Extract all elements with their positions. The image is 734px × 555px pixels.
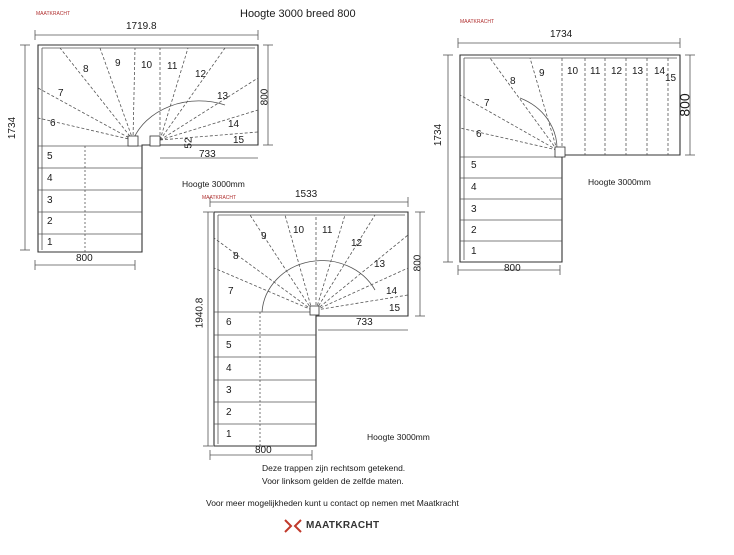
drawing-b-height-dim: 1734 bbox=[433, 123, 445, 147]
drawing-b-step-7: 7 bbox=[484, 98, 490, 109]
drawing-a-step-13: 13 bbox=[217, 91, 229, 102]
drawing-c-step-8: 8 bbox=[233, 251, 239, 262]
note-line-2: Voor linksom gelden de zelfde maten. bbox=[262, 476, 404, 486]
drawing-b-step-1: 1 bbox=[471, 246, 477, 257]
drawing-c-step-11: 11 bbox=[322, 225, 333, 236]
drawing-b-step-8: 8 bbox=[510, 76, 516, 87]
drawing-c-step-10: 10 bbox=[293, 225, 305, 236]
drawing-b-step-3: 3 bbox=[471, 204, 477, 215]
drawing-a-step-8: 8 bbox=[83, 64, 89, 75]
drawing-c-landing-dim: 800 bbox=[412, 254, 424, 272]
drawing-b-step-4: 4 bbox=[471, 182, 477, 193]
drawing-a-step-9: 9 bbox=[115, 58, 121, 69]
drawing-c bbox=[203, 197, 425, 460]
drawing-c-width-dim: 1533 bbox=[295, 189, 318, 200]
drawing-b-bottom-dim: 800 bbox=[504, 263, 521, 274]
drawing-a-landing-dim: 800 bbox=[259, 88, 271, 106]
drawing-b-step-15: 15 bbox=[665, 73, 677, 84]
drawing-a-step-14: 14 bbox=[228, 119, 240, 130]
drawing-a-step-6: 6 bbox=[50, 118, 56, 129]
brand-logo-text: MAATKRACHT bbox=[306, 520, 380, 531]
drawing-a-step-11: 11 bbox=[167, 61, 178, 72]
drawing-b-step-14: 14 bbox=[654, 66, 666, 77]
drawing-b-mini-logo: MAATKRACHT bbox=[460, 19, 495, 25]
drawing-c-step-2: 2 bbox=[226, 407, 232, 418]
drawing-a-width-dim: 1719.8 bbox=[126, 21, 157, 32]
drawing-c-height-dim: 1940.8 bbox=[194, 297, 206, 329]
drawing-c-step-1: 1 bbox=[226, 429, 232, 440]
drawing-a-step-10: 10 bbox=[141, 60, 153, 71]
drawing-b-step-6: 6 bbox=[476, 129, 482, 140]
drawing-c-offset-dim: 733 bbox=[356, 317, 373, 328]
drawing-c-step-5: 5 bbox=[226, 340, 232, 351]
drawing-a-step-2: 2 bbox=[47, 216, 53, 227]
drawing-c-step-9: 9 bbox=[261, 231, 267, 242]
drawing-b-step-12: 12 bbox=[611, 66, 623, 77]
drawing-a-step-15: 15 bbox=[233, 135, 245, 146]
drawing-c-step-4: 4 bbox=[226, 363, 232, 374]
drawing-c-step-15: 15 bbox=[389, 303, 401, 314]
drawing-b-landing-dim: 800 bbox=[676, 93, 693, 117]
note-line-1: Deze trappen zijn rechtsom getekend. bbox=[262, 463, 406, 473]
drawing-b-caption: Hoogte 3000mm bbox=[588, 177, 651, 187]
drawing-a-step-4: 4 bbox=[47, 173, 53, 184]
drawing-b-step-9: 9 bbox=[539, 68, 545, 79]
note-line-3: Voor meer mogelijkheden kunt u contact op nemen met Maatkracht bbox=[206, 498, 459, 508]
drawing-a-step-5: 5 bbox=[47, 151, 53, 162]
drawing-b-step-2: 2 bbox=[471, 225, 477, 236]
brand-mark bbox=[285, 520, 301, 532]
drawing-c-step-12: 12 bbox=[351, 238, 363, 249]
drawing-b-step-5: 5 bbox=[471, 160, 477, 171]
drawing-b-step-10: 10 bbox=[567, 66, 579, 77]
drawing-b-step-13: 13 bbox=[632, 66, 644, 77]
drawing-a-step-1: 1 bbox=[47, 237, 53, 248]
drawing-a-mini-logo: MAATKRACHT bbox=[36, 11, 71, 17]
drawing-a-bottom-dim: 800 bbox=[76, 253, 93, 264]
drawing-c-caption-top: Hoogte 3000mm bbox=[182, 179, 245, 189]
drawing-a-height-dim: 1734 bbox=[7, 116, 19, 140]
drawing-a-small-dim: 52 bbox=[183, 137, 195, 149]
drawing-c-step-7: 7 bbox=[228, 286, 234, 297]
drawing-a-offset-dim: 733 bbox=[199, 149, 216, 160]
drawing-c-step-6: 6 bbox=[226, 317, 232, 328]
drawing-c-step-3: 3 bbox=[226, 385, 232, 396]
drawing-a-step-3: 3 bbox=[47, 195, 53, 206]
drawing-c-mini-logo: MAATKRACHT bbox=[202, 195, 237, 201]
page-title: Hoogte 3000 breed 800 bbox=[240, 8, 356, 20]
drawing-c-caption-bottom: Hoogte 3000mm bbox=[367, 432, 430, 442]
drawing-a-step-12: 12 bbox=[195, 69, 207, 80]
drawing-c-step-14: 14 bbox=[386, 286, 398, 297]
drawing-b-width-dim: 1734 bbox=[550, 29, 573, 40]
drawing-c-bottom-dim: 800 bbox=[255, 445, 272, 456]
drawing-a-step-7: 7 bbox=[58, 88, 64, 99]
drawing-b-step-11: 11 bbox=[590, 66, 601, 77]
drawing-c-step-13: 13 bbox=[374, 259, 386, 270]
